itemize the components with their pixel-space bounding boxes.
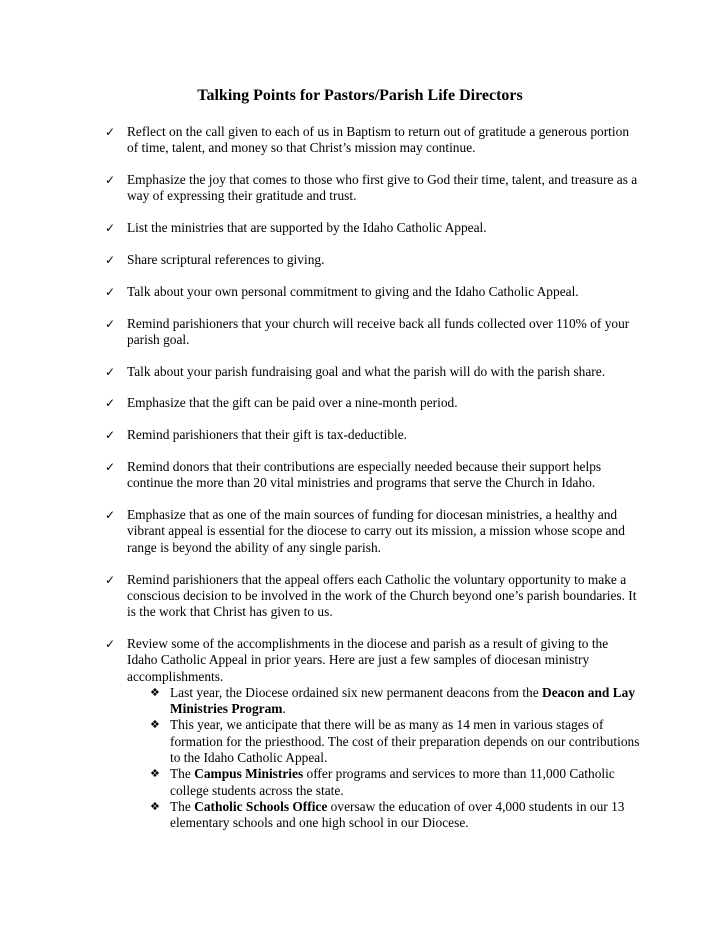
checkmark-icon: ✓	[105, 364, 116, 379]
checkmark-icon: ✓	[105, 252, 116, 267]
diamond-bullet-icon: ❖	[150, 685, 160, 699]
diamond-bullet-icon: ❖	[150, 799, 160, 813]
checkmark-icon: ✓	[105, 125, 116, 139]
accomplishment-item	[150, 717, 640, 766]
talking-points-list	[105, 124, 640, 832]
accomplishment-bold-text: Deacon and Lay Ministries Program	[170, 684, 636, 717]
talking-point	[105, 395, 640, 411]
accomplishment-item	[150, 799, 640, 832]
talking-point	[105, 316, 640, 349]
talking-point	[105, 507, 640, 556]
talking-point-text: Emphasize that the gift can be paid over a nine-month period.	[127, 395, 458, 411]
accomplishment-item	[150, 766, 640, 799]
accomplishment-bold-text: Campus Ministries	[194, 766, 304, 782]
talking-point-text: Remind parishioners that your church will receive back all funds collected over 110% of your parish goal.	[127, 315, 630, 347]
checkmark-icon: ✓	[105, 508, 116, 523]
talking-point	[105, 427, 640, 443]
talking-point-text: Remind donors that their contributions are especially needed because their support helps continue the more than 20 vital ministries and programs that serve the Church in Idaho.	[127, 459, 602, 491]
talking-point-text: Emphasize that as one of the main sources of funding for diocesan ministries, a healthy and vibrant appeal is essential for the diocese to carry out its mission, a mission whose scope and range is beyond the ability of any single parish.	[127, 507, 625, 555]
accomplishment-item	[150, 685, 640, 718]
checkmark-icon: ✓	[105, 284, 116, 299]
checkmark-icon: ✓	[105, 460, 116, 475]
talking-point	[105, 172, 640, 205]
checkmark-icon: ✓	[105, 636, 116, 651]
accomplishment-bold-text: Catholic Schools Office	[194, 798, 328, 814]
talking-point	[105, 364, 640, 380]
accomplishments-list	[127, 685, 640, 832]
talking-point-text: Talk about your own personal commitment to giving and the Idaho Catholic Appeal.	[127, 283, 579, 299]
talking-point	[105, 220, 640, 236]
talking-point-text: Reflect on the call given to each of us in Baptism to return out of gratitude a generous portion of time, talent, and money so that Christ’s mission may continue.	[127, 124, 630, 156]
diamond-bullet-icon: ❖	[150, 767, 160, 781]
checkmark-icon: ✓	[105, 428, 116, 443]
talking-point	[105, 284, 640, 300]
accomplishment-text: The	[170, 798, 195, 814]
talking-point-text: Review some of the accomplishments in the diocese and parish as a result of giving to the Idaho Catholic Appeal in prior years. Here are just a few samples of diocesan ministry accomplishments.	[127, 635, 609, 684]
accomplishment-text: This year, we anticipate that there will be as many as 14 men in various stages of formation for the priesthood. The cost of their preparation depends on our contributions to the Idaho Catholic Appeal.	[170, 717, 640, 766]
talking-point	[105, 252, 640, 268]
talking-point	[105, 459, 640, 492]
checkmark-icon: ✓	[105, 173, 116, 188]
accomplishment-text-end: .	[282, 701, 286, 717]
checkmark-icon: ✓	[105, 572, 116, 587]
talking-point-text: Remind parishioners that the appeal offers each Catholic the voluntary opportunity to make a conscious decision to be involved in the work of the Church beyond one’s parish boundaries. It is the work that Christ has given to us.	[127, 571, 637, 620]
accomplishment-text-end: offer programs and services to more than 11,000 Catholic college students across the state.	[170, 766, 615, 798]
talking-point-text: Talk about your parish fundraising goal and what the parish will do with the parish share.	[127, 363, 606, 379]
talking-point-text: Share scriptural references to giving.	[127, 251, 325, 267]
talking-point	[105, 636, 640, 832]
checkmark-icon: ✓	[105, 221, 116, 236]
document-title: Talking Points for Pastors/Parish Life Directors	[197, 87, 523, 104]
diamond-bullet-icon: ❖	[150, 718, 160, 732]
talking-point-text: List the ministries that are supported by the Idaho Catholic Appeal.	[127, 220, 487, 236]
accomplishment-text: Last year, the Diocese ordained six new permanent deacons from the	[170, 684, 543, 700]
checkmark-icon: ✓	[105, 396, 116, 411]
checkmark-icon: ✓	[105, 316, 116, 331]
talking-point-text: Emphasize the joy that comes to those who first give to God their time, talent, and treasure as a way of expressing their gratitude and trust.	[127, 172, 638, 204]
talking-point	[105, 124, 640, 157]
accomplishment-text: The	[170, 766, 195, 782]
talking-point-text: Remind parishioners that their gift is tax-deductible.	[127, 427, 408, 443]
accomplishment-text-end: oversaw the education of over 4,000 students in our 13 elementary schools and one high school in our Diocese.	[170, 798, 625, 831]
talking-point	[105, 572, 640, 621]
